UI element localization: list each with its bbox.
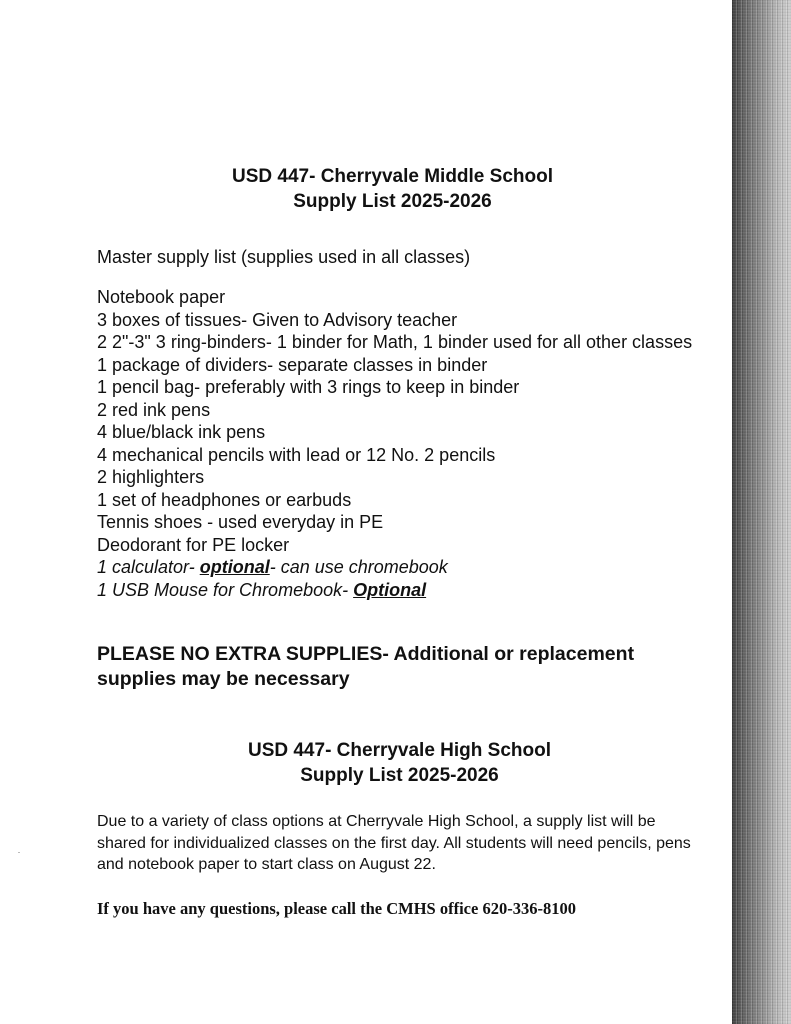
middle-school-heading	[0, 164, 788, 214]
list-item: 4 blue/black ink pens	[97, 422, 266, 442]
list-item: 2 highlighters	[97, 467, 205, 487]
list-item: Tennis shoes - used everyday in PE	[97, 512, 384, 532]
scan-speck	[18, 852, 20, 853]
master-list-intro: Master supply list (supplies used in all classes)	[97, 247, 471, 267]
list-item: 2 red ink pens	[97, 399, 211, 420]
list-item: Deodorant for PE locker	[97, 534, 290, 555]
middle-school-supply-list	[97, 286, 697, 601]
optional-label: Optional	[353, 579, 427, 600]
list-item: 1 pencil bag- preferably with 3 rings to keep in binder	[97, 377, 520, 397]
middle-school-title: USD 447- Cherryvale Middle School	[232, 166, 553, 187]
high-school-subtitle: Supply List 2025-2026	[300, 765, 499, 786]
middle-school-subtitle: Supply List 2025-2026	[293, 191, 492, 212]
mouse-item-text: 1 USB Mouse for Chromebook-	[97, 579, 354, 600]
calculator-item-text: 1 calculator-	[97, 557, 200, 577]
contact-info: If you have any questions, please call the CMHS office 620-336-8100	[97, 899, 576, 918]
list-item: 2 2"-3" 3 ring-binders- 1 binder for Math, 1 binder used for all other classes	[97, 332, 693, 352]
calculator-item	[97, 556, 697, 579]
high-school-description: Due to a variety of class options at Cherryvale High School, a supply list will be shared for individualized classes on the first day. All students will need pencils, pens and notebook paper to start class on August 22.	[97, 813, 691, 873]
no-extra-supplies-notice: PLEASE NO EXTRA SUPPLIES- Additional or replacement supplies may be necessary	[97, 643, 635, 690]
list-item: 4 mechanical pencils with lead or 12 No. 2 pencils	[97, 444, 496, 465]
high-school-title: USD 447- Cherryvale High School	[247, 740, 552, 761]
calculator-item-note: - can use chromebook	[269, 557, 448, 577]
list-item: Notebook paper	[97, 287, 226, 307]
high-school-heading	[4, 738, 791, 788]
list-item: 3 boxes of tissues- Given to Advisory teacher	[97, 309, 458, 330]
mouse-item	[97, 579, 697, 602]
list-item: 1 set of headphones or earbuds	[97, 489, 352, 510]
list-item: 1 package of dividers- separate classes in binder	[97, 354, 488, 375]
scan-edge-shadow	[732, 0, 791, 1024]
optional-label: optional	[199, 557, 270, 577]
